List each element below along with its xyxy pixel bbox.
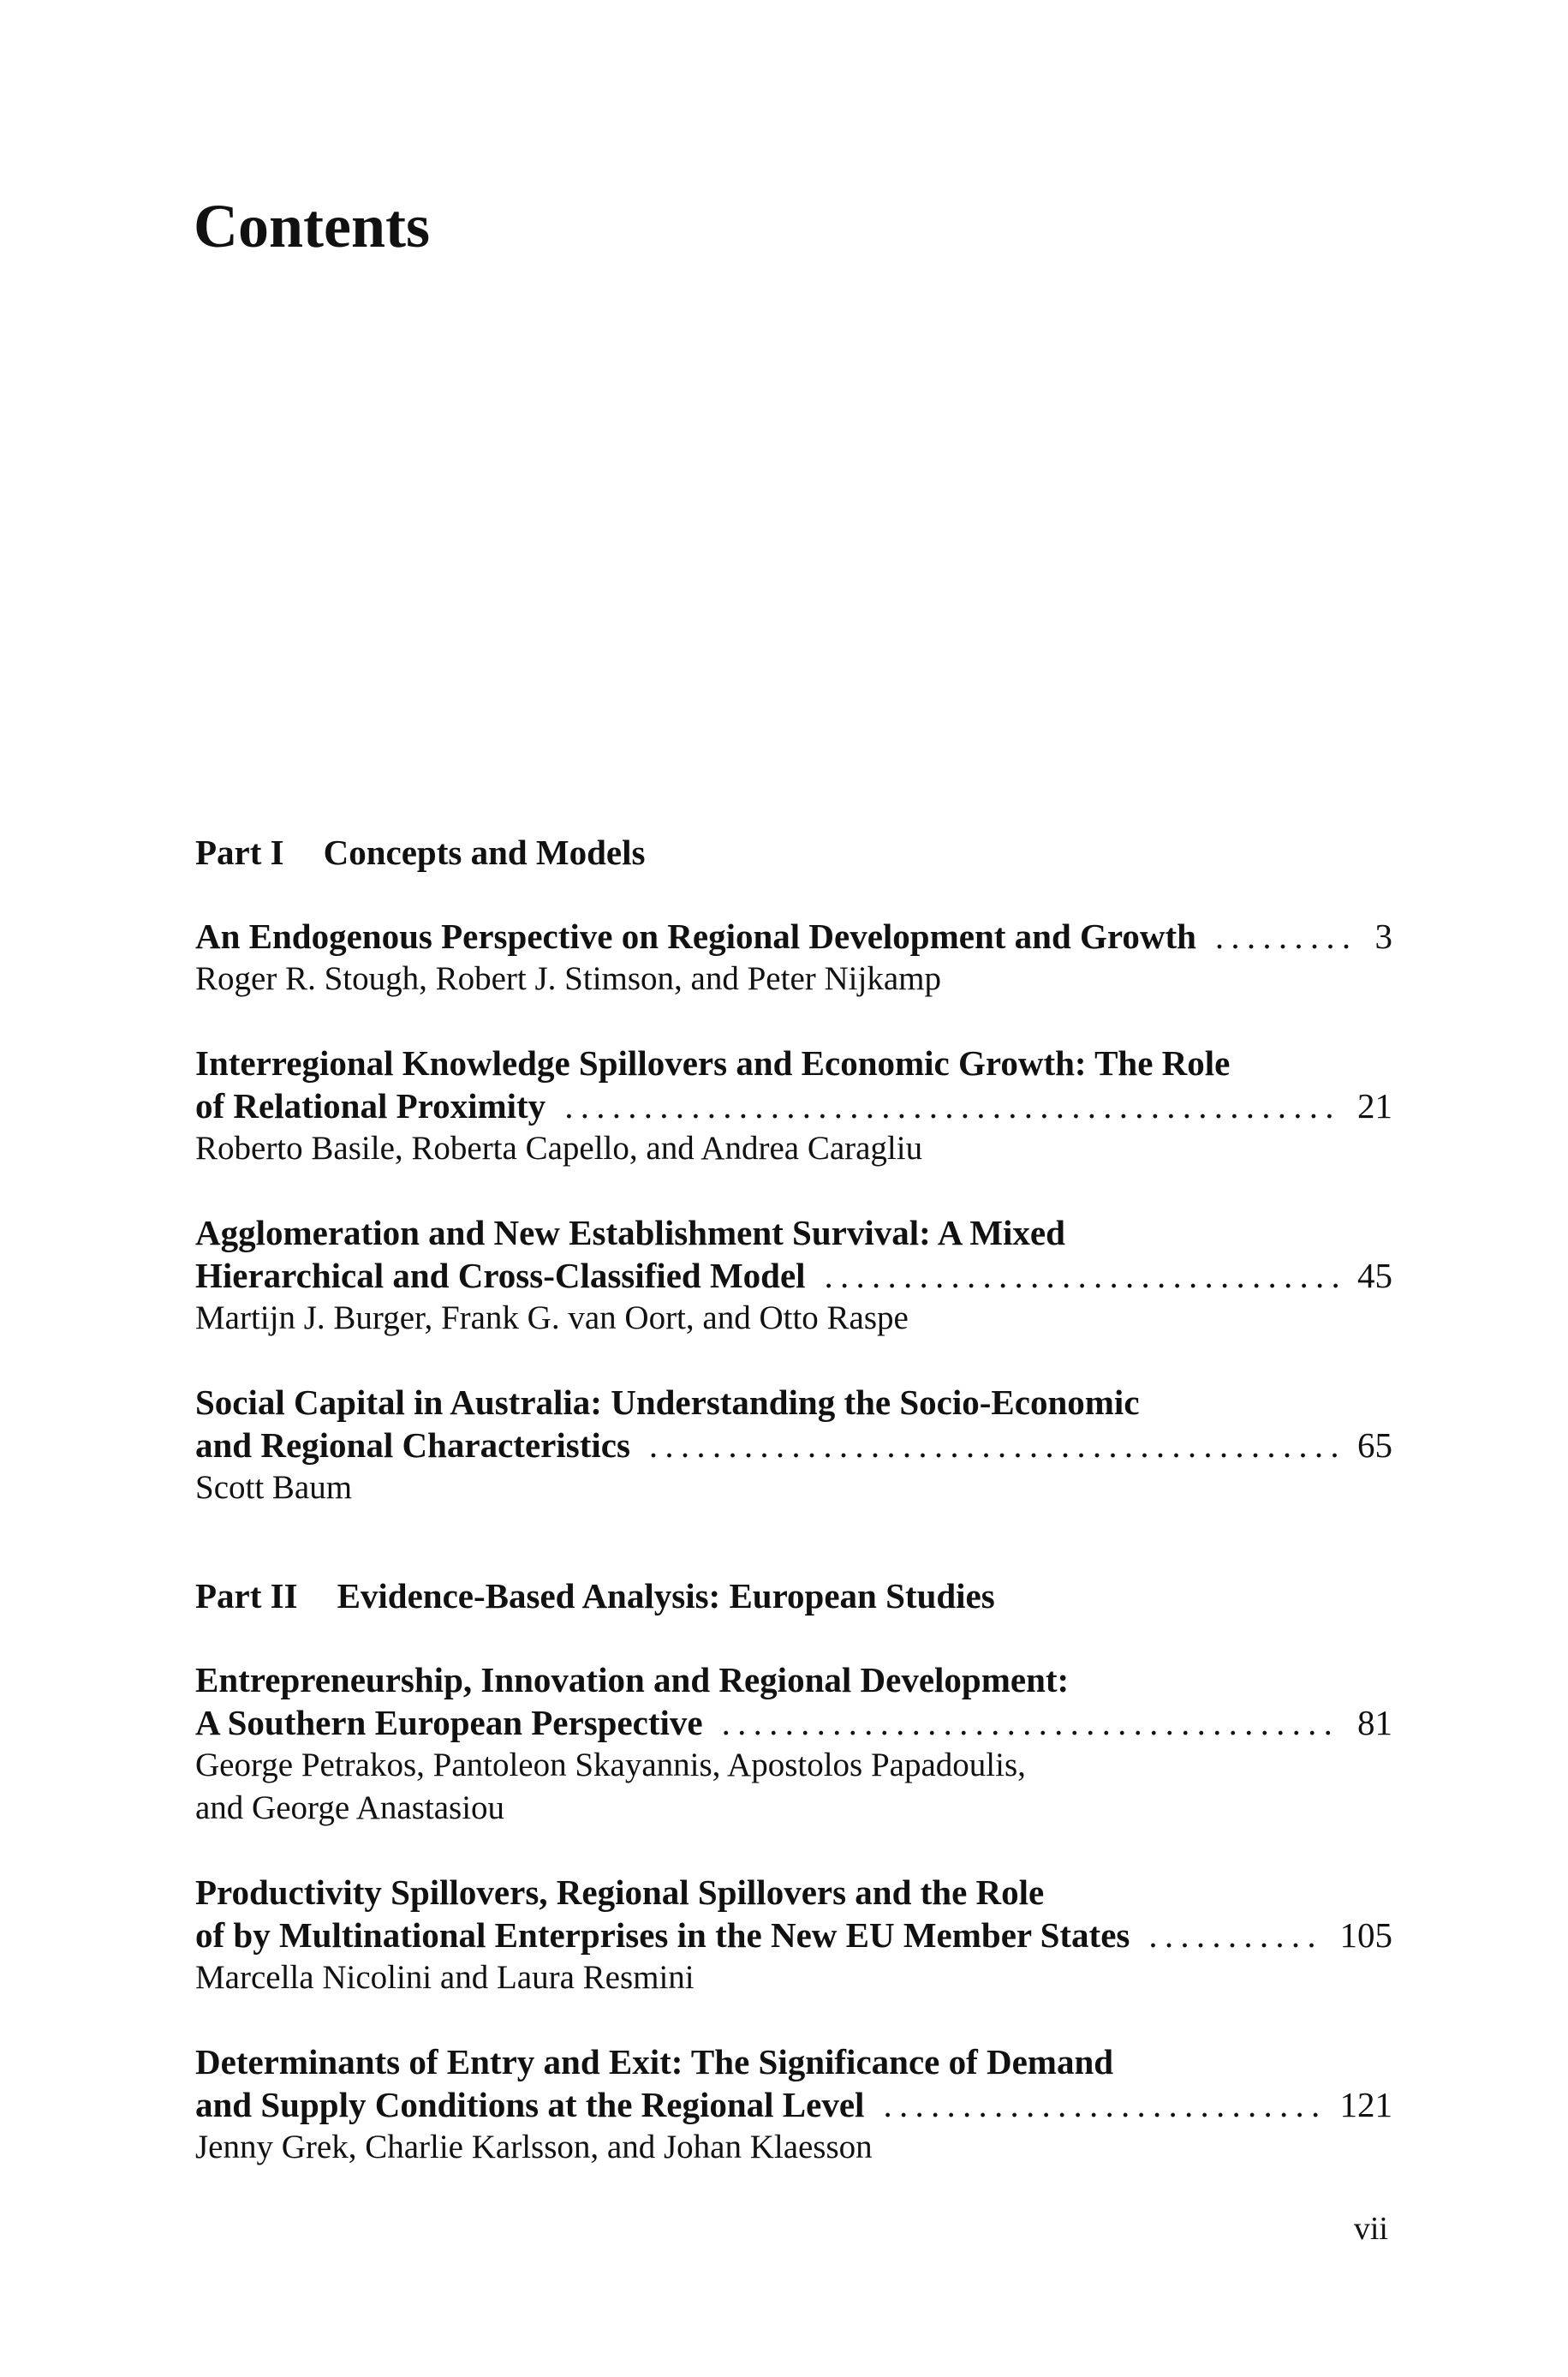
page-folio: vii <box>1353 2211 1388 2247</box>
chapter-title-line: Productivity Spillovers, Regional Spillovers and the Role <box>195 1872 1045 1912</box>
authors-line: Martijn J. Burger, Frank G. van Oort, and Otto Raspe <box>195 1299 909 1336</box>
toc-entry[interactable] <box>195 1658 1392 1830</box>
toc-entry[interactable] <box>195 1381 1392 1509</box>
chapter-title[interactable] <box>195 1871 1392 1956</box>
page-number: 3 <box>1374 917 1392 956</box>
chapter-title-line: A Southern European Perspective <box>195 1703 703 1742</box>
authors-line: Marcella Nicolini and Laura Resmini <box>195 1959 695 1996</box>
dot-leader <box>1148 1914 1322 1956</box>
part-heading <box>195 831 1392 874</box>
chapter-title[interactable] <box>195 1658 1392 1744</box>
chapter-title-line: and Supply Conditions at the Regional Level <box>195 2085 865 2124</box>
part-number: Part II <box>195 1576 298 1616</box>
chapter-authors <box>195 1956 1392 1999</box>
part-title: Concepts and Models <box>323 833 646 872</box>
chapter-title-line: Hierarchical and Cross-Classified Model <box>195 1256 806 1295</box>
chapter-title[interactable] <box>195 2040 1392 2126</box>
chapter-title-line: Interregional Knowledge Spillovers and Economic Growth: The Role <box>195 1043 1231 1083</box>
table-of-contents <box>195 831 1392 2210</box>
chapter-title-line: An Endogenous Perspective on Regional Development and Growth <box>195 917 1196 956</box>
page-number: 105 <box>1339 1915 1392 1955</box>
authors-line: Scott Baum <box>195 1469 353 1506</box>
page-title: Contents <box>194 192 431 260</box>
toc-entry[interactable] <box>195 1211 1392 1340</box>
part-number: Part I <box>195 833 284 872</box>
toc-entry[interactable] <box>195 1042 1392 1170</box>
dot-leader <box>722 1701 1340 1744</box>
page-number: 45 <box>1357 1256 1392 1295</box>
chapter-title-line: Social Capital in Australia: Understanding the Socio-Economic <box>195 1383 1140 1422</box>
dot-leader <box>1215 915 1358 958</box>
authors-line: and George Anastasiou <box>195 1789 505 1826</box>
chapter-authors <box>195 1466 1392 1509</box>
chapter-authors <box>195 2126 1392 2169</box>
page-number: 65 <box>1357 1425 1392 1465</box>
page-number: 21 <box>1357 1086 1392 1126</box>
chapter-authors <box>195 958 1392 1000</box>
authors-line: Roger R. Stough, Robert J. Stimson, and Peter Nijkamp <box>195 960 941 997</box>
toc-entry[interactable] <box>195 2040 1392 2169</box>
dot-leader <box>564 1084 1340 1127</box>
chapter-title-line: of Relational Proximity <box>195 1086 546 1126</box>
chapter-title[interactable] <box>195 1211 1392 1297</box>
toc-entry[interactable] <box>195 1871 1392 1999</box>
toc-entry[interactable] <box>195 915 1392 1000</box>
dot-leader <box>825 1254 1340 1297</box>
dot-leader <box>649 1424 1340 1466</box>
chapter-title-line: of by Multinational Enterprises in the New EU Member States <box>195 1915 1130 1955</box>
chapter-title-line: and Regional Characteristics <box>195 1425 630 1465</box>
part-heading <box>195 1574 1392 1617</box>
chapter-title-line: Entrepreneurship, Innovation and Regional Development: <box>195 1660 1070 1699</box>
chapter-title-line: Determinants of Entry and Exit: The Significance of Demand <box>195 2042 1114 2081</box>
page-number: 121 <box>1339 2085 1392 2124</box>
authors-line: George Petrakos, Pantoleon Skayannis, Apostolos Papadoulis, <box>195 1747 1026 1783</box>
dot-leader <box>883 2083 1322 2126</box>
authors-line: Jenny Grek, Charlie Karlsson, and Johan Klaesson <box>195 2129 873 2165</box>
chapter-authors <box>195 1744 1392 1830</box>
chapter-title-line: Agglomeration and New Establishment Survival: A Mixed <box>195 1213 1065 1252</box>
authors-line: Roberto Basile, Roberta Capello, and Andrea Caragliu <box>195 1130 923 1167</box>
part-title: Evidence-Based Analysis: European Studies <box>337 1576 995 1616</box>
chapter-title[interactable] <box>195 915 1392 958</box>
chapter-authors <box>195 1297 1392 1340</box>
chapter-authors <box>195 1127 1392 1170</box>
chapter-title[interactable] <box>195 1042 1392 1127</box>
chapter-title[interactable] <box>195 1381 1392 1466</box>
page-number: 81 <box>1357 1703 1392 1742</box>
